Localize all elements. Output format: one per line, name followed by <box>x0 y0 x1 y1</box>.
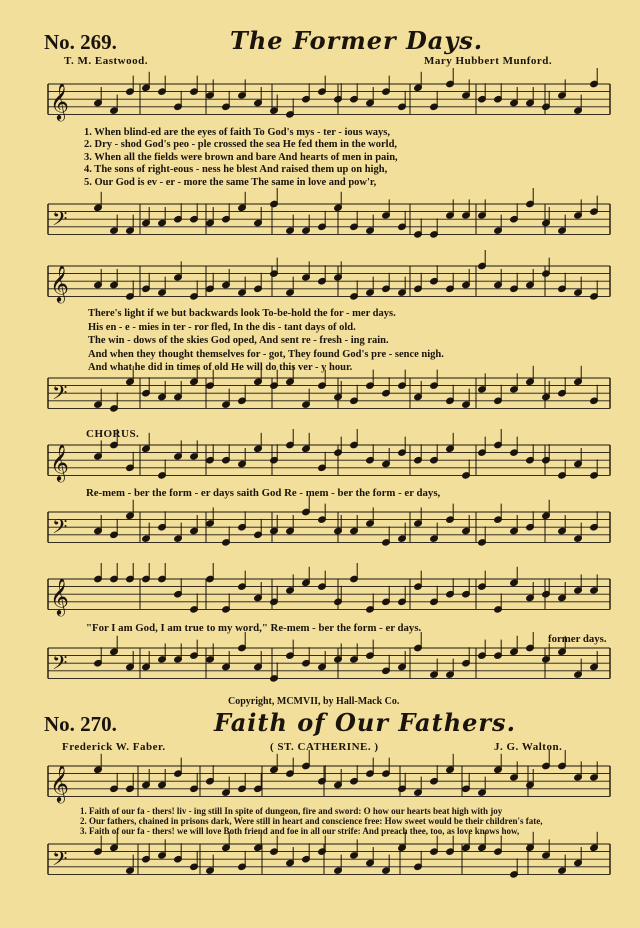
verse-line: 1. When blind-ed are the eyes of faith To God's mys - ter - ious ways, <box>84 127 390 138</box>
clef-glyph: 𝄞 <box>50 764 69 802</box>
tune-name-270: ( ST. CATHERINE. ) <box>270 741 379 753</box>
lyric-line: The win - dows of the skies God oped, And sent re - fresh - ing rain. <box>88 335 389 347</box>
clef-glyph: 𝄢 <box>52 515 68 543</box>
hymn-number-269: No. 269. <box>44 30 117 54</box>
hymn-number-270: No. 270. <box>44 712 117 736</box>
chorus-line-2: "For I am God, I am true to my word," Re-mem - ber the form - er days. <box>86 622 422 634</box>
chorus-tail: former days. <box>548 633 607 645</box>
clef-glyph: 𝄢 <box>52 651 68 679</box>
lyric-line: There's light if we but backwards look To-be-hold the for - mer days. <box>88 308 396 319</box>
hymn-title-269: The Former Days. <box>230 26 484 55</box>
lyric-line: And what he did in times of old He will do this ver - y hour. <box>88 362 353 374</box>
clef-glyph: 𝄞 <box>50 443 69 481</box>
verse-line: 1. Faith of our fa - thers! liv - ing still In spite of dungeon, fire and sword: O how our hearts beat high with joy <box>80 806 503 816</box>
composer-270: J. G. Walton. <box>494 741 563 753</box>
author-270: Frederick W. Faber. <box>62 741 166 753</box>
lyric-line: And when they thought themselves for - got, They found God's pre - sence nigh. <box>88 348 444 360</box>
clef-glyph: 𝄢 <box>52 381 68 409</box>
clef-glyph: 𝄢 <box>52 847 68 875</box>
verse-block-270 <box>80 806 543 836</box>
chorus-label: CHORUS. <box>86 428 140 440</box>
copyright-notice: Copyright, MCMVII, by Hall-Mack Co. <box>228 696 400 707</box>
verse-line: 4. The sons of right-eous - ness he blest And raised them up on high, <box>84 164 388 176</box>
author-269: Mary Hubbert Munford. <box>424 55 553 67</box>
verse-line: 3. Faith of our fa - thers! we will love Both friend and foe in all our strife: And preach thee, too, as love knows how, <box>80 826 520 836</box>
clef-glyph: 𝄞 <box>50 82 69 120</box>
verse-line: 2. Dry - shod God's peo - ple crossed the sea He fed them in the world, <box>84 139 398 151</box>
clef-glyph: 𝄞 <box>50 577 69 615</box>
verse-line: 3. When all the fields were brown and bare And hearts of men in pain, <box>84 151 398 163</box>
second-half-lyrics <box>88 307 444 375</box>
lyric-line: His en - e - mies in ter - ror fled, In the dis - tant days of old. <box>88 321 356 333</box>
clef-glyph: 𝄢 <box>52 207 68 235</box>
chorus-line-1: Re-mem - ber the form - er days saith God Re - mem - ber the form - er days, <box>86 487 441 499</box>
verse-line: 5. Our God is ev - er - more the same The same in love and pow'r, <box>84 176 377 188</box>
composer-269: T. M. Eastwood. <box>64 55 148 67</box>
hymn-title-270: Faith of Our Fathers. <box>214 708 516 737</box>
verse-line: 2. Our fathers, chained in prisons dark, Were still in heart and conscience free: How sweet would be their children's fate, <box>80 816 543 826</box>
clef-glyph: 𝄞 <box>50 264 69 302</box>
verse-block-269 <box>84 127 398 189</box>
